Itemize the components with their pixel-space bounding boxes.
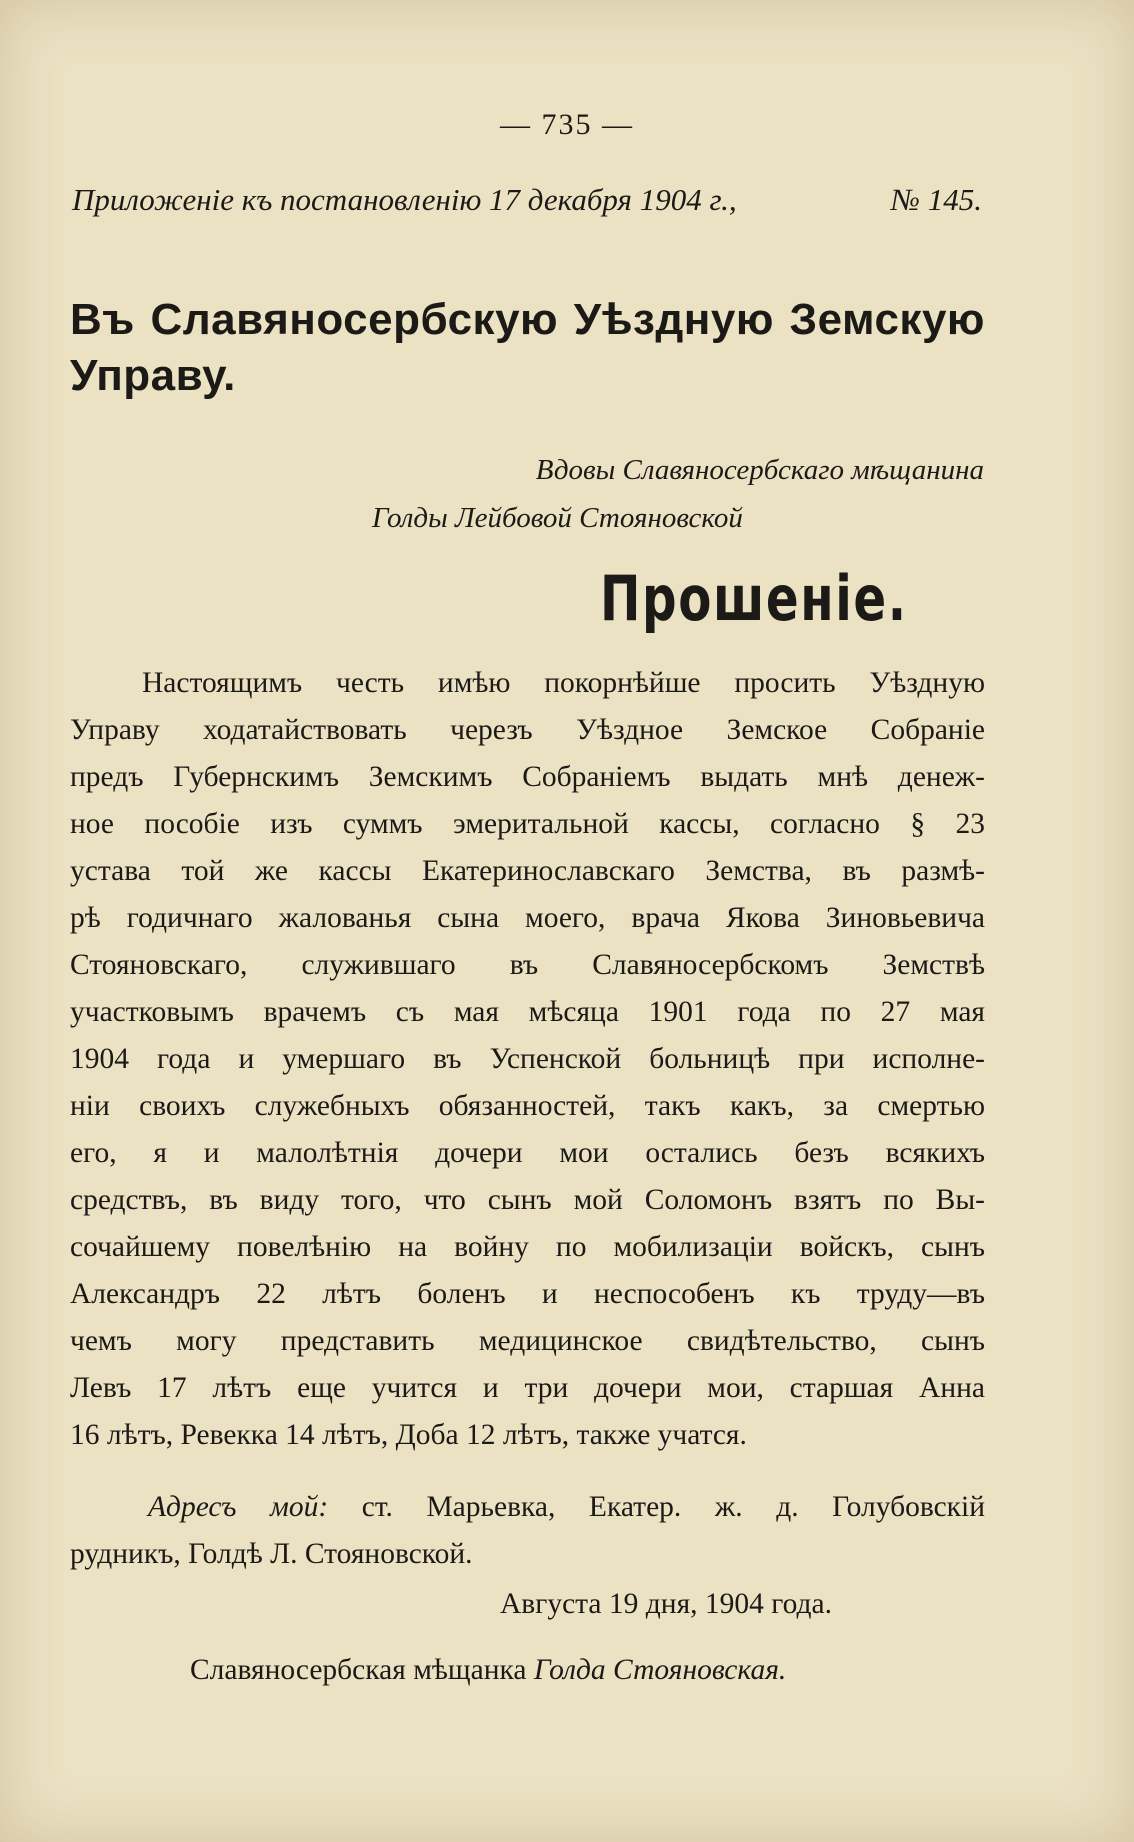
body-line: ніи своихъ служебныхъ обязанностей, такъ какъ, за смертью <box>70 1090 985 1122</box>
address-block <box>70 1484 985 1578</box>
body-line: 16 лѣтъ, Ревекка 14 лѣтъ, Доба 12 лѣтъ, также учатся. <box>70 1419 747 1451</box>
signature-name: Голда Стояновская. <box>533 1654 787 1686</box>
body-line: рѣ годичнаго жалованья сына моего, врача Якова Зиновьевича <box>70 902 985 934</box>
body-line: чемъ могу представить медицинское свидѣтельство, сынъ <box>70 1325 985 1357</box>
body-line: предъ Губернскимъ Земскимъ Собраніемъ выдать мнѣ денеж- <box>70 761 985 793</box>
petitioner-line-2: Голды Лейбовой Стояновской <box>372 502 743 534</box>
address-label: Адресъ мой: <box>148 1491 329 1523</box>
signature-prefix: Славяносербская мѣщанка <box>190 1654 527 1686</box>
address-line-1 <box>70 1484 985 1531</box>
date-line: Августа 19 дня, 1904 года. <box>500 1588 833 1620</box>
address-line-2: рудникъ, Голдѣ Л. Стояновской. <box>70 1538 473 1570</box>
body-line: 1904 года и умершаго въ Успенской больницѣ при исполне- <box>70 1043 985 1075</box>
petition-body <box>70 660 985 1459</box>
document-title: Прошеніе. <box>600 562 908 635</box>
signature-line <box>190 1654 950 1687</box>
addressee-heading: Въ Славяносербскую Уѣздную Земскую Управу. <box>70 295 985 400</box>
appendix-text: Приложеніе къ постановленію 17 декабря 1904 г., <box>72 182 737 217</box>
petitioner-block <box>372 446 984 542</box>
body-line: Левъ 17 лѣтъ еще учится и три дочери мои, старшая Анна <box>70 1372 985 1404</box>
address-text: ст. Марьевка, Екатер. ж. д. Голубовскій <box>361 1491 985 1523</box>
body-line: участковымъ врачемъ съ мая мѣсяца 1901 года по 27 мая <box>70 996 985 1028</box>
appendix-reference <box>72 182 982 218</box>
petitioner-line-1: Вдовы Славяносербскаго мѣщанина <box>535 454 984 486</box>
body-line: сочайшему повелѣнію на войну по мобилизаціи войскъ, сынъ <box>70 1231 985 1263</box>
body-line: средствъ, въ виду того, что сынъ мой Соломонъ взятъ по Вы- <box>70 1184 985 1216</box>
page-number: — 735 — <box>500 108 634 141</box>
body-line: ное пособіе изъ суммъ эмеритальной кассы, согласно § 23 <box>70 808 985 840</box>
body-line: устава той же кассы Екатеринославскаго Земства, въ размѣ- <box>70 855 985 887</box>
body-line: Настоящимъ честь имѣю покорнѣйше просить Уѣздную <box>142 667 985 699</box>
appendix-number: № 145. <box>890 182 982 217</box>
body-line: Александръ 22 лѣтъ боленъ и неспособенъ къ труду—въ <box>70 1278 985 1310</box>
body-line: Стояновскаго, служившаго въ Славяносербскомъ Земствѣ <box>70 949 985 981</box>
body-line: его, я и малолѣтнія дочери мои остались безъ всякихъ <box>70 1137 985 1169</box>
body-line: Управу ходатайствовать черезъ Уѣздное Земское Собраніе <box>70 714 985 746</box>
